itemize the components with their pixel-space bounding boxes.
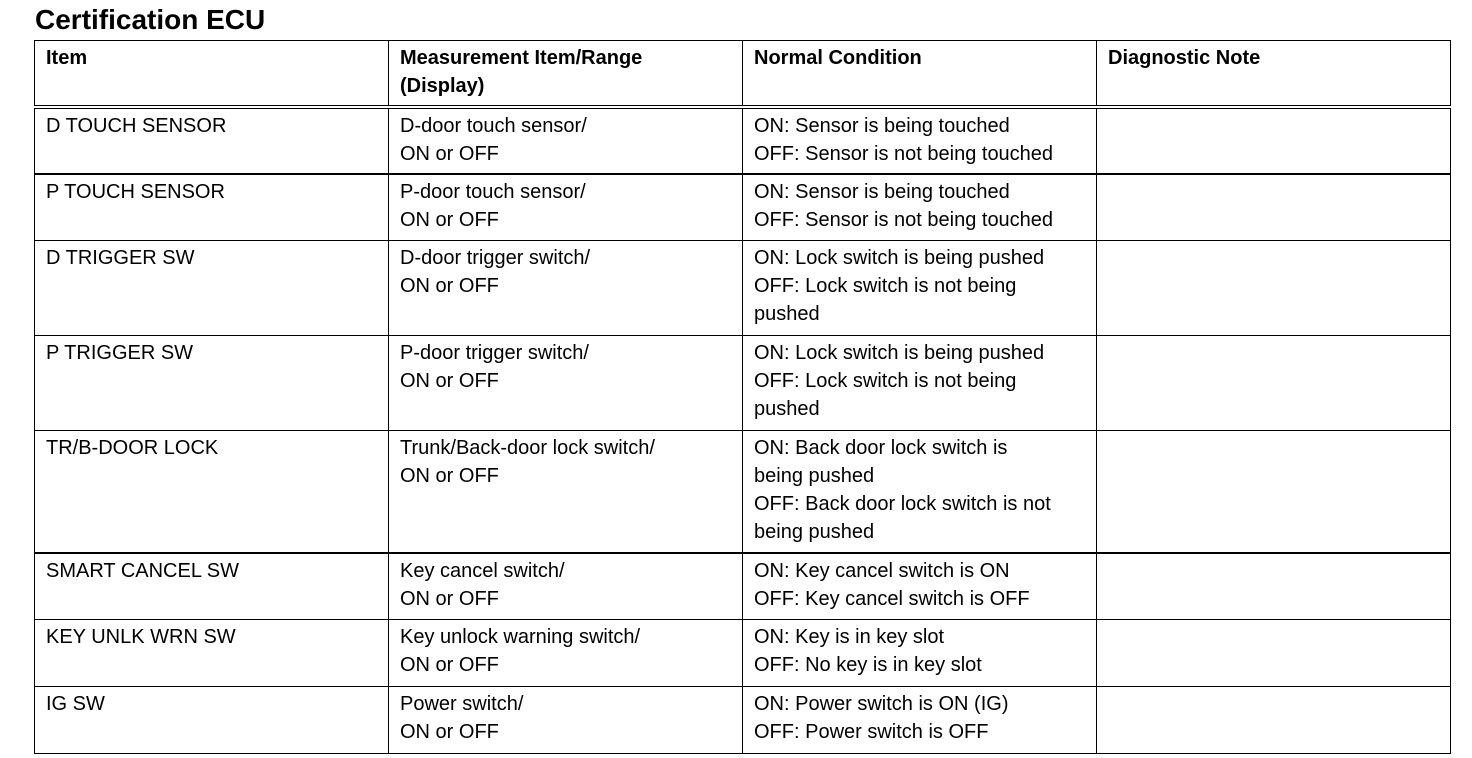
cell-normal-condition: ON: Sensor is being touched OFF: Sensor is not being touched xyxy=(743,107,1097,174)
cell-normal-condition: ON: Power switch is ON (IG) OFF: Power switch is OFF xyxy=(743,687,1097,754)
cell-normal-condition: ON: Lock switch is being pushed OFF: Lock switch is not being pushed xyxy=(743,336,1097,431)
cell-diagnostic-note xyxy=(1097,107,1451,174)
table-row xyxy=(35,241,1451,336)
cell-range: Trunk/Back-door lock switch/ ON or OFF xyxy=(389,431,743,553)
table-row xyxy=(35,553,1451,620)
cell-range: D-door touch sensor/ ON or OFF xyxy=(389,107,743,174)
header-diagnostic-note: Diagnostic Note xyxy=(1097,41,1451,107)
cell-item: P TRIGGER SW xyxy=(35,336,389,431)
table-row xyxy=(35,687,1451,754)
table-header-row xyxy=(35,41,1451,107)
cell-normal-condition: ON: Key cancel switch is ON OFF: Key cancel switch is OFF xyxy=(743,553,1097,620)
table-row xyxy=(35,336,1451,431)
table-row xyxy=(35,174,1451,241)
table-row xyxy=(35,620,1451,687)
cell-item: D TRIGGER SW xyxy=(35,241,389,336)
cell-diagnostic-note xyxy=(1097,431,1451,553)
cell-item: SMART CANCEL SW xyxy=(35,553,389,620)
cell-diagnostic-note xyxy=(1097,336,1451,431)
cell-diagnostic-note xyxy=(1097,241,1451,336)
header-measurement: Measurement Item/Range (Display) xyxy=(389,41,743,107)
cell-diagnostic-note xyxy=(1097,620,1451,687)
table-row xyxy=(35,107,1451,174)
cell-diagnostic-note xyxy=(1097,687,1451,754)
cell-diagnostic-note xyxy=(1097,553,1451,620)
table-row xyxy=(35,431,1451,553)
cell-range: P-door touch sensor/ ON or OFF xyxy=(389,174,743,241)
header-item: Item xyxy=(35,41,389,107)
header-normal-condition: Normal Condition xyxy=(743,41,1097,107)
cell-item: P TOUCH SENSOR xyxy=(35,174,389,241)
cell-range: Key unlock warning switch/ ON or OFF xyxy=(389,620,743,687)
cell-normal-condition: ON: Lock switch is being pushed OFF: Lock switch is not being pushed xyxy=(743,241,1097,336)
cell-range: Power switch/ ON or OFF xyxy=(389,687,743,754)
cell-item: KEY UNLK WRN SW xyxy=(35,620,389,687)
cell-range: P-door trigger switch/ ON or OFF xyxy=(389,336,743,431)
cell-item: TR/B-DOOR LOCK xyxy=(35,431,389,553)
cell-normal-condition: ON: Sensor is being touched OFF: Sensor is not being touched xyxy=(743,174,1097,241)
cell-normal-condition: ON: Back door lock switch is being pushed OFF: Back door lock switch is not being pushed xyxy=(743,431,1097,553)
cell-normal-condition: ON: Key is in key slot OFF: No key is in key slot xyxy=(743,620,1097,687)
cell-item: D TOUCH SENSOR xyxy=(35,107,389,174)
cell-range: Key cancel switch/ ON or OFF xyxy=(389,553,743,620)
page-title: Certification ECU xyxy=(35,4,266,35)
cell-diagnostic-note xyxy=(1097,174,1451,241)
certification-ecu-table xyxy=(34,40,1451,754)
cell-range: D-door trigger switch/ ON or OFF xyxy=(389,241,743,336)
cell-item: IG SW xyxy=(35,687,389,754)
